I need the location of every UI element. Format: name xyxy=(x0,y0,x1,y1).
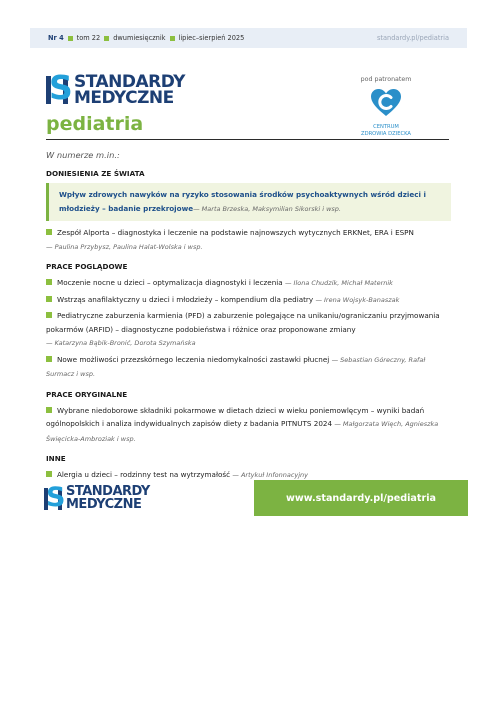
section-title-original: PRACE ORYGINALNE xyxy=(46,389,128,399)
intro-text: W numerze m.in.: xyxy=(46,150,120,160)
square-bullet-icon xyxy=(46,356,52,362)
patronage-label: pod patronatem xyxy=(360,76,412,83)
standardy-medyczne-footer-logo xyxy=(44,481,150,513)
issue-date: lipiec–sierpień 2025 xyxy=(178,34,245,42)
logo-line1: STANDARDY xyxy=(66,484,150,499)
header-divider xyxy=(46,139,449,140)
article-item[interactable] xyxy=(46,226,451,254)
logo-line2: MEDYCZNE xyxy=(74,88,174,108)
header-url-link[interactable]: standardy.pl/pediatria xyxy=(376,34,449,42)
standardy-medyczne-logo xyxy=(46,68,185,108)
article-authors: — Małgorzata Więch, Agnieszka Święcicka-Ambroziak i wsp. xyxy=(46,420,439,443)
issue-info xyxy=(48,34,244,42)
square-bullet-icon xyxy=(104,36,109,41)
logo-line1: STANDARDY xyxy=(74,72,185,92)
article-title: Pediatryczne zaburzenia karmienia (PFD) a zaburzenie polegające na unikaniu/ograniczaniu przyjmowania pokarmów (ARFID) – diagnostyczne podobieństwa i różnice oraz proponowane zmiany xyxy=(46,311,440,334)
section-title-world: DONIESIENIA ZE ŚWIATA xyxy=(46,169,145,178)
logo-line2: MEDYCZNE xyxy=(66,496,142,512)
square-bullet-icon xyxy=(46,407,52,413)
article-authors: — Paulina Przybysz, Paulina Halat-Wolska i wsp. xyxy=(46,242,203,251)
article-authors: — Sebastian Góreczny, Rafał Surmacz i wsp. xyxy=(46,355,426,378)
article-authors: — Artykuł Infonnacyjny xyxy=(232,471,309,479)
article-item[interactable] xyxy=(46,404,451,447)
square-bullet-icon xyxy=(170,36,175,41)
journal-name: pediatria xyxy=(46,113,144,135)
footer-url-banner[interactable] xyxy=(254,480,468,516)
logo-mark-icon: S xyxy=(46,74,68,106)
article-authors: — Katarzyna Bąbik-Bronić, Dorota Szymańska xyxy=(46,339,196,347)
article-authors: — Ilona Chudzik, Michał Maternik xyxy=(284,279,393,287)
article-title: Wybrane niedoborowe składniki pokarmowe w dietach dzieci w wieku poniemowlęcym – wyniki badań ogólnopolskich i analiza indywidualnych zapisów diety z badania PITNUTS 2024 xyxy=(46,405,425,428)
featured-article[interactable] xyxy=(46,183,451,221)
section-title-other: INNE xyxy=(46,454,66,463)
square-bullet-icon xyxy=(68,36,73,41)
featured-article-authors: — Marta Brzeska, Maksymilian Sikorski i wsp. xyxy=(193,204,341,213)
article-title: Alergia u dzieci – rodzinny test na wytrzymałość xyxy=(57,470,231,479)
article-authors: — Irena Wojsyk-Banaszak xyxy=(315,295,400,304)
article-item[interactable] xyxy=(46,353,451,382)
section-title-reviews: PRACE POGLĄDOWE xyxy=(46,262,128,271)
square-bullet-icon xyxy=(46,471,52,477)
patronage-org-line2: ZDROWIA DZIECKA xyxy=(361,131,411,137)
square-bullet-icon xyxy=(46,279,52,285)
square-bullet-icon xyxy=(46,296,52,302)
table-of-contents xyxy=(46,150,451,485)
volume: tom 22 xyxy=(76,34,101,42)
frequency: dwumiesięcznik xyxy=(113,34,166,42)
article-title: Moczenie nocne u dzieci – optymalizacja diagnostyki i leczenia xyxy=(57,278,283,287)
article-title: Wstrząs anafilaktyczny u dzieci i młodzieży – kompendium dla pediatry xyxy=(57,294,314,304)
article-item[interactable] xyxy=(46,309,451,351)
centrum-zdrowia-dziecka-logo-icon xyxy=(370,88,402,118)
patronage-org-line1: CENTRUM xyxy=(373,124,399,130)
patronage-block xyxy=(356,76,416,138)
article-item[interactable] xyxy=(46,293,451,308)
featured-article-title: Wpływ zdrowych nawyków na ryzyko stosowania środków psychoaktywnych wśród dzieci i młodzieży – badanie przekrojowe xyxy=(59,190,426,213)
issue-number: Nr 4 xyxy=(48,34,64,42)
article-item[interactable] xyxy=(46,276,451,291)
top-info-bar xyxy=(30,28,467,48)
article-title: Nowe możliwości przezskórnego leczenia niedomykalności zastawki płucnej xyxy=(57,354,330,364)
logo-mark-icon: S xyxy=(46,481,66,513)
article-title: Zespół Alporta – diagnostyka i leczenie na podstawie najnowszych wytycznych ERKNet, ERA i ESPN xyxy=(57,228,414,237)
footer-url-link[interactable]: www.standardy.pl/pediatria xyxy=(286,492,436,504)
square-bullet-icon xyxy=(46,229,52,235)
square-bullet-icon xyxy=(46,312,52,318)
